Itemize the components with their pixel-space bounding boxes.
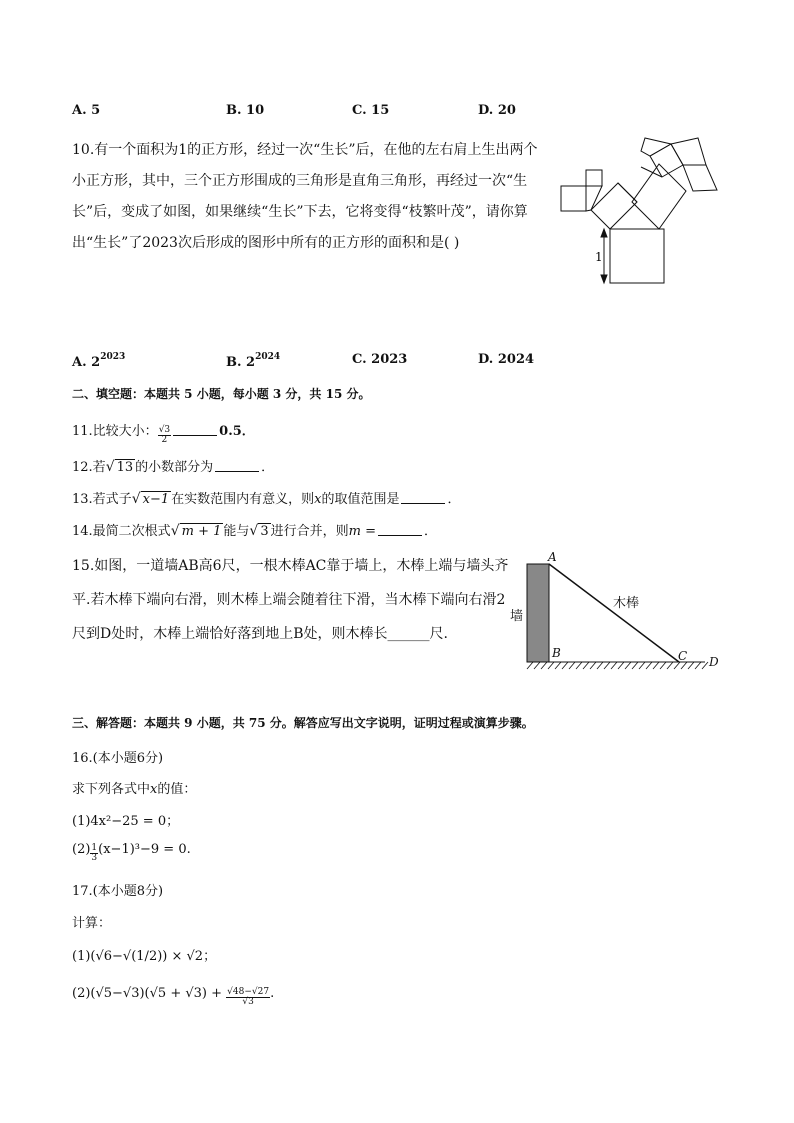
q10-figure — [555, 130, 730, 290]
q10-stem: 10.有一个面积为1的正方形，经过一次“生长”后，在他的左右肩上生出两个小正方形，其中，三个正方形围成的三角形是直角三角形，再经过一次“生长”后，变成了如图，如果继续“生长”下去，它将变得“枝繁叶茂”，请你算出“生长”了2023次后形成的图形中所有的正方形的面积和是( ) — [72, 142, 538, 251]
q17-part1: (1)(√6−√(1/2)) × √2； — [72, 949, 217, 964]
q17-stem: 计算： — [72, 916, 112, 931]
q17-title: 17.(本小题8分) — [72, 884, 164, 899]
q16-part1: (1)4x²−25 = 0； — [72, 814, 180, 829]
q14: 14.最简二次根式√ m + 1 能与√ 3 进行合并，则m = ． — [72, 523, 437, 539]
q15-stem: 15.如图，一道墙AB高6尺，一根木棒AC靠于墙上，木棒上端与墙头齐平.若木棒下端向右滑，则木棒上端会随着往下滑，当木棒下端向右滑2尺到D处时，木棒上端恰好落到地上B处，则木棒长______尺. — [72, 558, 509, 642]
q10-option-c: C. 2023 — [352, 352, 408, 367]
q17-part2: (2)(√5−√3)(√5 + √3) + $\frac{√48-√27}{√3}$ . — [72, 986, 275, 1007]
q9-option-b: B. 10 — [226, 103, 265, 118]
section2-heading: 二、填空题：本题共 5 小题，每小题 3 分，共 15 分。 — [72, 387, 371, 401]
q9-option-c: C. 15 — [352, 103, 390, 118]
q10-left-square — [591, 183, 637, 229]
q10-right-square — [632, 164, 686, 229]
label-c: C — [678, 649, 688, 663]
q11-fraction: $\frac{√3}{2}$ — [158, 425, 171, 445]
q12-blank — [215, 459, 259, 472]
q16-title: 16.(本小题6分) — [72, 751, 164, 766]
q10-figure-label: 1 — [595, 250, 603, 264]
q10-option-d: D. 2024 — [478, 352, 535, 367]
q10-option-b: B. $2^{2024}$ — [226, 352, 281, 370]
stick-label: 木棒 — [613, 596, 640, 611]
q11: 11.比较大小： $\frac{√3}{2}$ 0.5． — [72, 424, 255, 445]
section3-heading: 三、解答题：本题共 9 小题，共 75 分。解答应写出文字说明，证明过程或演算步骤。 — [72, 716, 534, 730]
q16-part2: (2) $\frac{1}{3}$ (x−1)³−9 = 0. — [72, 842, 191, 863]
q12: 12.若√ 13 的小数部分为 ． — [72, 459, 275, 475]
q9-option-d: D. 20 — [478, 103, 516, 118]
label-b: B — [552, 646, 561, 660]
wall-shape — [527, 564, 549, 662]
q9-option-a: A. 5 — [72, 103, 101, 118]
q16-stem: 求下列各式中x的值： — [72, 782, 197, 797]
q11-blank — [173, 423, 217, 436]
q10-base-square — [610, 229, 664, 283]
q13-blank — [401, 491, 445, 504]
q14-blank — [378, 523, 422, 536]
label-a: A — [548, 550, 557, 564]
q13: 13.若式子√ x−1 在实数范围内有意义，则x的取值范围是 ． — [72, 491, 461, 507]
stick-line — [549, 564, 679, 662]
wall-label: 墙 — [510, 609, 524, 624]
label-d: D — [709, 655, 719, 669]
q15-figure — [505, 550, 730, 675]
q10-option-a: A. $2^{2023}$ — [72, 352, 126, 370]
